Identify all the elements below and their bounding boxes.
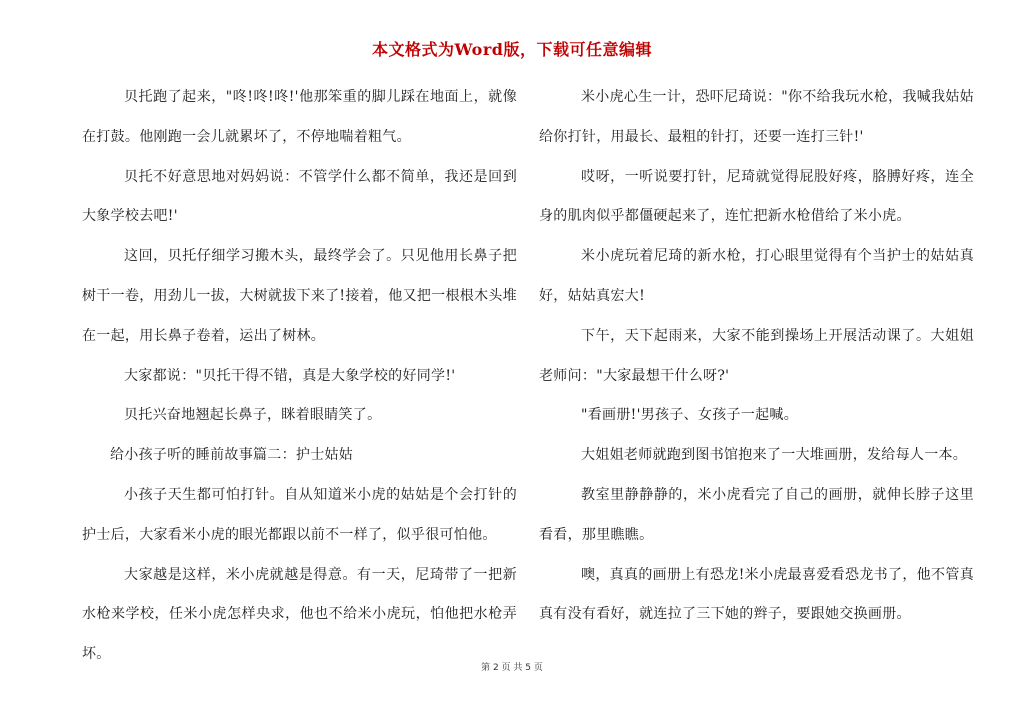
- paragraph: 米小虎玩着尼琦的新水枪，打心眼里觉得有个当护士的姑姑真好，姑姑真宏大!: [539, 248, 974, 304]
- paragraph: 大家越是这样，米小虎就越是得意。有一天，尼琦带了一把新水枪来学校，任米小虎怎样央求，他也不给米小虎玩，怕他把水枪弄坏。: [82, 566, 517, 663]
- section-heading: 给小孩子听的睡前故事篇二：护士姑姑: [110, 447, 354, 464]
- paragraph: 这回，贝托仔细学习搬木头，最终学会了。只见他用长鼻子把树干一卷，用劲儿一拔，大树就拔下来了!接着，他又把一根根木头堆在一起，用长鼻子卷着，运出了树林。: [82, 248, 517, 344]
- paragraph: 米小虎心生一计，恐吓尼琦说："你不给我玩水枪，我喊我姑姑给你打针，用最长、最粗的针打，还要一连打三针!': [539, 89, 974, 145]
- paragraph: 噢，真真的画册上有恐龙!米小虎最喜爱看恐龙书了，他不管真真有没有看好，就连拉了三下她的辫子，要跟她交换画册。: [539, 566, 974, 623]
- paragraph: 贝托不好意思地对妈妈说：不管学什么都不简单，我还是回到大象学校去吧!': [82, 168, 517, 225]
- left-column: [82, 78, 517, 675]
- page-number: 第 2 页 共 5 页: [481, 663, 543, 673]
- paragraph: 小孩子天生都可怕打针。自从知道米小虎的姑姑是个会打针的护士后，大家看米小虎的眼光都跟以前不一样了，似乎很可怕他。: [82, 486, 517, 543]
- paragraph: 教室里静静静的，米小虎看完了自己的画册，就伸长脖子这里看看，那里瞧瞧。: [539, 486, 974, 543]
- document-banner: 本文格式为Word版，下载可任意编辑: [372, 40, 652, 59]
- paragraph: 哎呀，一听说要打针，尼琦就觉得屁股好疼，胳膊好疼，连全身的肌肉似乎都僵硬起来了，连忙把新水枪借给了米小虎。: [539, 168, 974, 225]
- paragraph: 贝托兴奋地翘起长鼻子，眯着眼睛笑了。: [124, 407, 382, 424]
- right-column: [539, 78, 974, 635]
- paragraph: "看画册!'男孩子、女孩子一起喊。: [581, 407, 799, 424]
- paragraph: 大姐姐老师就跑到图书馆抱来了一大堆画册，发给每人一本。: [581, 447, 968, 464]
- paragraph: 下午，天下起雨来，大家不能到操场上开展活动课了。大姐姐老师问："大家最想干什么呀?': [539, 327, 974, 384]
- paragraph: 贝托跑了起来，"咚!咚!咚!'他那笨重的脚儿踩在地面上，就像在打鼓。他刚跑一会儿就累坏了，不停地喘着粗气。: [82, 89, 517, 145]
- paragraph: 大家都说："贝托干得不错，真是大象学校的好同学!': [124, 367, 456, 384]
